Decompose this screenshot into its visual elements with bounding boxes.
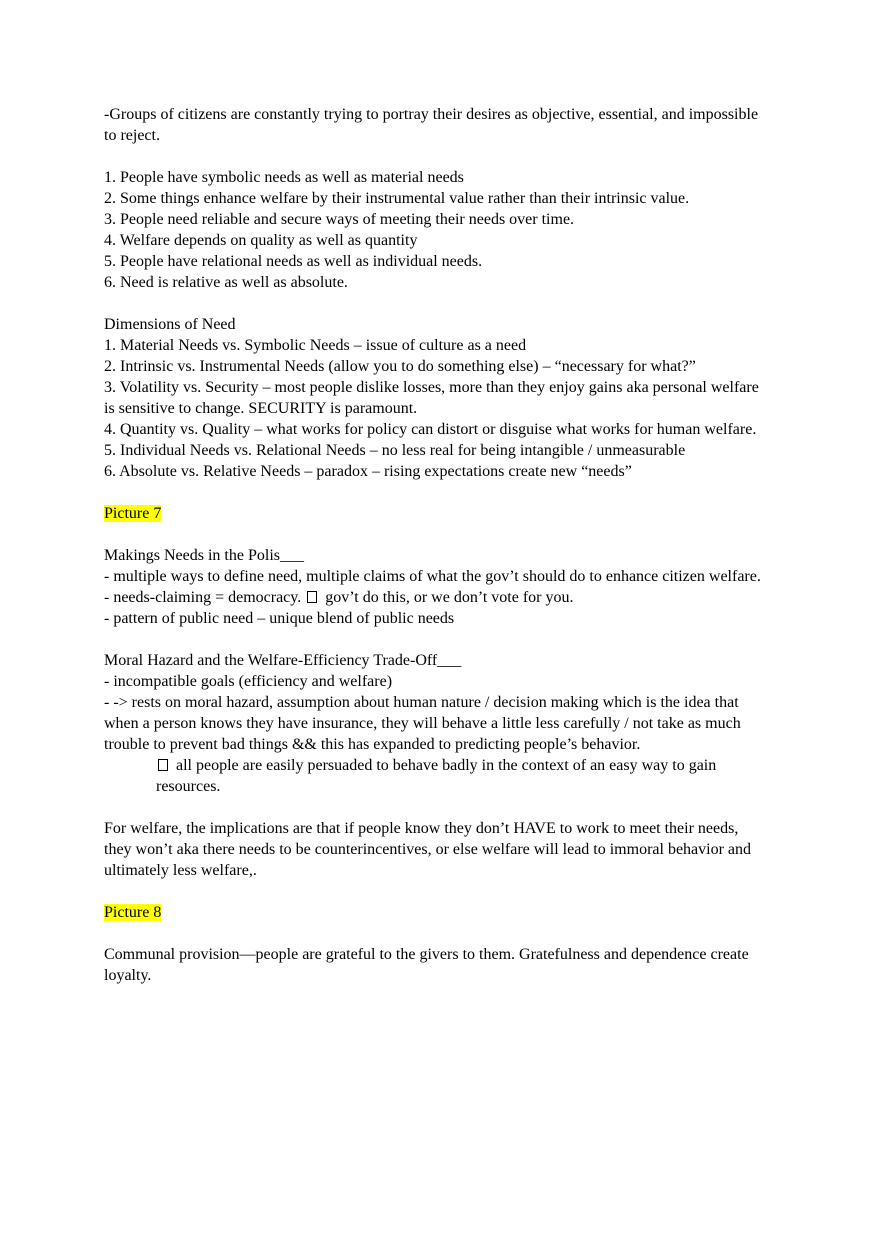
spacer (104, 524, 764, 545)
list-item: 3. People need reliable and secure ways of meeting their needs over time. (104, 211, 575, 228)
picture-7-label (104, 503, 764, 524)
hazard-section (104, 650, 764, 797)
hazard-indented-text: all people are easily persuaded to behave badly in the context of an easy way to gain resources. (156, 757, 717, 795)
needs-list (104, 167, 764, 293)
highlighted-text: Picture 7 (104, 505, 162, 522)
dimension-item: 3. Volatility vs. Security – most people dislike losses, more than they enjoy gains aka personal welfare is sensitive to change. SECURITY is paramount. (104, 379, 759, 417)
dimension-item: 5. Individual Needs vs. Relational Needs – no less real for being intangible / unmeasurable (104, 442, 686, 459)
polis-section (104, 545, 764, 629)
spacer (104, 881, 764, 902)
polis-line: - pattern of public need – unique blend of public needs (104, 610, 455, 627)
dimensions-heading: Dimensions of Need (104, 316, 236, 333)
picture-8-label (104, 902, 764, 923)
dimensions-section (104, 314, 764, 482)
polis-line-end: gov’t do this, or we don’t vote for you. (321, 589, 574, 606)
list-item: 6. Need is relative as well as absolute. (104, 274, 348, 291)
dimension-item: 4. Quantity vs. Quality – what works for policy can distort or disguise what works for human welfare. (104, 421, 757, 438)
spacer (104, 146, 764, 167)
welfare-paragraph: For welfare, the implications are that if people know they don’t HAVE to work to meet their needs, they won’t aka there needs to be counterincentives, or else welfare will lead to immoral behavior and ultimately less welfare,. (104, 820, 752, 879)
polis-line (104, 587, 764, 608)
list-item: 5. People have relational needs as well as individual needs. (104, 253, 483, 270)
polis-heading: Makings Needs in the Polis___ (104, 547, 304, 564)
hazard-line: - incompatible goals (efficiency and welfare) (104, 673, 393, 690)
missing-glyph-icon (307, 591, 317, 603)
hazard-line: - -> rests on moral hazard, assumption about human nature / decision making which is the idea that when a person knows they have insurance, they will behave a little less carefully / not take as much trouble to prevent bad things && this has expanded to predicting people’s behavior. (104, 694, 741, 753)
communal-paragraph: Communal provision—people are grateful to the givers to them. Gratefulness and dependence create loyalty. (104, 946, 749, 984)
spacer (104, 629, 764, 650)
dimension-item: 6. Absolute vs. Relative Needs – paradox – rising expectations create new “needs” (104, 463, 632, 480)
highlighted-text: Picture 8 (104, 904, 162, 921)
polis-line: - multiple ways to define need, multiple claims of what the gov’t should do to enhance citizen welfare. (104, 568, 761, 585)
list-item: 1. People have symbolic needs as well as material needs (104, 169, 464, 186)
missing-glyph-icon (158, 759, 168, 771)
list-item: 4. Welfare depends on quality as well as quantity (104, 232, 418, 249)
hazard-indented-line (104, 755, 764, 797)
polis-line-start: - needs-claiming = democracy. (104, 589, 306, 606)
list-item: 2. Some things enhance welfare by their instrumental value rather than their intrinsic value. (104, 190, 690, 207)
spacer (104, 482, 764, 503)
intro-paragraph: -Groups of citizens are constantly trying to portray their desires as objective, essential, and impossible to reject. (104, 106, 759, 144)
spacer (104, 293, 764, 314)
dimension-item: 1. Material Needs vs. Symbolic Needs – issue of culture as a need (104, 337, 527, 354)
spacer (104, 797, 764, 818)
dimension-item: 2. Intrinsic vs. Instrumental Needs (allow you to do something else) – “necessary for what?” (104, 358, 696, 375)
spacer (104, 923, 764, 944)
document-page (104, 104, 764, 986)
hazard-heading: Moral Hazard and the Welfare-Efficiency Trade-Off___ (104, 652, 462, 669)
